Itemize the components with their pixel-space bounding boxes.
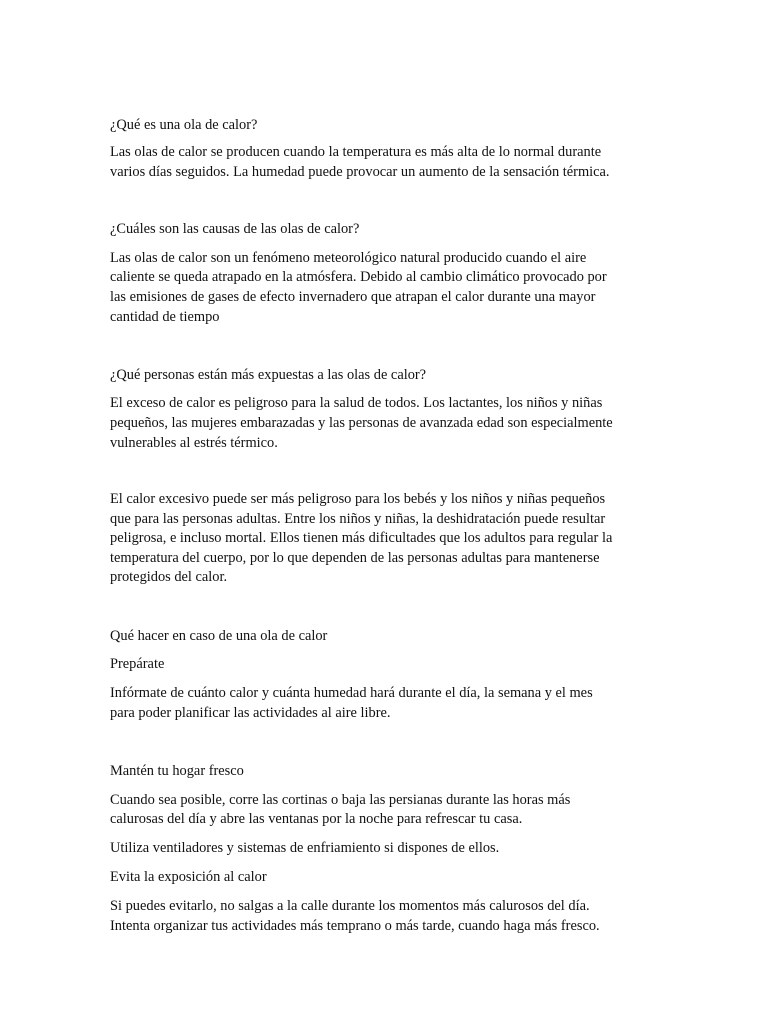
paragraph-line: Las olas de calor son un fenómeno meteorológico natural producido cuando el aire [110, 250, 587, 266]
paragraph-line: varios días seguidos. La humedad puede provocar un aumento de la sensación térmica. [110, 164, 610, 180]
heading-causes: ¿Cuáles son las causas de las olas de calor? [110, 221, 360, 237]
paragraph-line: Infórmate de cuánto calor y cuánta humedad hará durante el día, la semana y el mes [110, 685, 593, 701]
paragraph-line: El exceso de calor es peligroso para la salud de todos. Los lactantes, los niños y niñas [110, 395, 603, 411]
subheading-prepare: Prepárate [110, 656, 165, 672]
paragraph-line: vulnerables al estrés térmico. [110, 435, 278, 451]
paragraph-line: las emisiones de gases de efecto invernadero que atrapan el calor durante una mayor [110, 289, 596, 305]
subheading-keep-home-cool: Mantén tu hogar fresco [110, 763, 244, 779]
heading-what-to-do: Qué hacer en caso de una ola de calor [110, 628, 328, 644]
paragraph-line: Cuando sea posible, corre las cortinas o baja las persianas durante las horas más [110, 792, 571, 808]
paragraph-line: que para las personas adultas. Entre los niños y niñas, la deshidratación puede resultar [110, 511, 606, 527]
subheading-avoid-heat-exposure: Evita la exposición al calor [110, 869, 267, 885]
heading-what-is-heatwave: ¿Qué es una ola de calor? [110, 117, 258, 133]
paragraph-line: Si puedes evitarlo, no salgas a la calle durante los momentos más calurosos del día. [110, 898, 590, 914]
paragraph-line: para poder planificar las actividades al aire libre. [110, 705, 391, 721]
paragraph-line: Utiliza ventiladores y sistemas de enfriamiento si dispones de ellos. [110, 840, 500, 856]
paragraph-line: Las olas de calor se producen cuando la temperatura es más alta de lo normal durante [110, 144, 602, 160]
paragraph-line: caliente se queda atrapado en la atmósfera. Debido al cambio climático provocado por [110, 269, 607, 285]
heading-exposed-people: ¿Qué personas están más expuestas a las olas de calor? [110, 367, 427, 383]
paragraph-line: calurosas del día y abre las ventanas por la noche para refrescar tu casa. [110, 811, 523, 827]
paragraph-line: pequeños, las mujeres embarazadas y las personas de avanzada edad son especialmente [110, 415, 613, 431]
paragraph-line: protegidos del calor. [110, 569, 228, 585]
paragraph-line: temperatura del cuerpo, por lo que dependen de las personas adultas para mantenerse [110, 550, 600, 566]
paragraph-line: El calor excesivo puede ser más peligroso para los bebés y los niños y niñas pequeños [110, 491, 606, 507]
paragraph-line: peligrosa, e incluso mortal. Ellos tienen más dificultades que los adultos para regular la [110, 530, 613, 546]
paragraph-line: cantidad de tiempo [110, 309, 220, 325]
paragraph-line: Intenta organizar tus actividades más temprano o más tarde, cuando haga más fresco. [110, 918, 600, 934]
